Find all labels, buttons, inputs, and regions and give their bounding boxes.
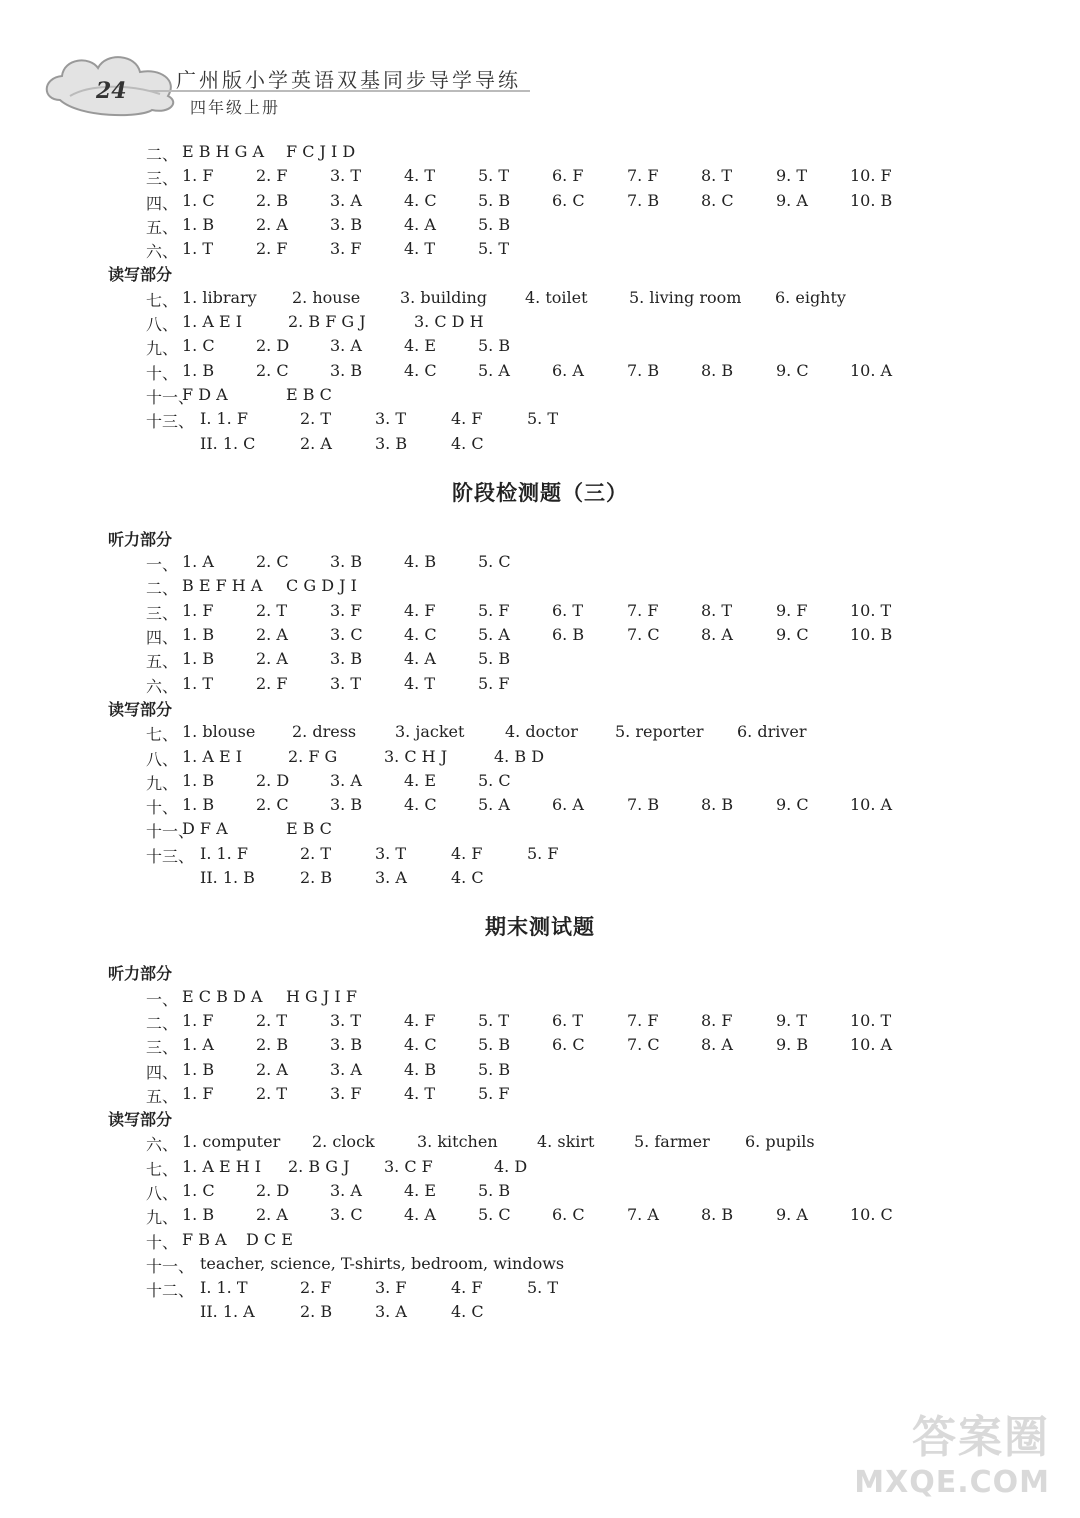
answer-item: 1. B	[182, 1205, 215, 1225]
answer-item: 2. B	[300, 868, 333, 888]
question-number: 九、	[146, 773, 179, 793]
answer-item: 9. C	[776, 360, 809, 380]
question-number: 三、	[146, 603, 179, 623]
answer-item: 3. jacket	[395, 722, 465, 742]
answer-item: II. 1. A	[200, 1302, 255, 1322]
answer-item: 5. B	[478, 1035, 511, 1055]
answer-item: 3. C D H	[414, 312, 484, 332]
answer-item: 5. C	[478, 770, 511, 790]
answer-row	[0, 747, 1080, 771]
answer-row	[0, 434, 1080, 458]
answer-item: 5. B	[478, 190, 511, 210]
answer-item: 2. F	[256, 239, 288, 259]
answer-item: 5. B	[478, 1059, 511, 1079]
answer-item: 1. B	[182, 649, 215, 669]
question-number: 八、	[146, 1183, 179, 1203]
answer-item: 4. C	[451, 868, 484, 888]
answer-item: 6. B	[552, 625, 585, 645]
answer-item: 10. A	[850, 795, 893, 815]
answer-item: 3. T	[330, 673, 362, 693]
section-label: 读写部分	[108, 265, 173, 285]
question-number: 八、	[146, 749, 179, 769]
answer-row	[0, 1035, 1080, 1059]
answer-row	[0, 844, 1080, 868]
answer-item: 6. F	[552, 166, 584, 186]
answer-item: 2. T	[300, 409, 332, 429]
answer-item: 4. T	[404, 239, 436, 259]
answer-item: 10. T	[850, 1010, 892, 1030]
answer-item: 9. A	[776, 1205, 808, 1225]
answer-item: 10. A	[850, 1035, 893, 1055]
question-number: 七、	[146, 1159, 179, 1179]
answer-item: 2. F G	[288, 746, 338, 766]
answer-item: 5. B	[478, 1180, 511, 1200]
answer-item: 9. C	[776, 795, 809, 815]
answer-row	[0, 601, 1080, 625]
question-number: 十、	[146, 1232, 179, 1252]
question-number: 十一、	[146, 1256, 195, 1276]
answer-item: 2. T	[300, 843, 332, 863]
answer-row	[0, 239, 1080, 263]
answer-item: 6. C	[552, 1035, 585, 1055]
question-number: 七、	[146, 290, 179, 310]
answer-item: 4. E	[404, 336, 437, 356]
answer-item: F C J I D	[286, 142, 356, 161]
answer-item: E B H G A	[182, 142, 265, 161]
answer-item: 8. A	[701, 625, 733, 645]
answer-item: 5. F	[478, 1083, 510, 1103]
answer-item: 2. B	[256, 190, 289, 210]
answer-item: F D A	[182, 384, 228, 404]
test-heading: 阶段检测题（三）	[452, 480, 628, 505]
answer-item: 3. A	[375, 1302, 407, 1322]
answer-item: 10. T	[850, 600, 892, 620]
answer-item: 5. T	[478, 166, 510, 186]
answer-row	[0, 1230, 1080, 1254]
answer-item: 8. F	[701, 1010, 733, 1030]
answer-item: 8. B	[701, 1205, 734, 1225]
answer-item: 3. B	[375, 433, 408, 453]
answer-row	[0, 142, 1080, 166]
answer-item: 2. D	[256, 336, 290, 356]
answer-row	[0, 1302, 1080, 1326]
answer-item: 1. C	[182, 1180, 215, 1200]
answer-row	[0, 868, 1080, 892]
answer-item: 5. reporter	[615, 722, 704, 742]
answer-item: 7. F	[627, 166, 659, 186]
answer-item: 2. B	[300, 1302, 333, 1322]
answer-item: 1. C	[182, 190, 215, 210]
answer-item: H G J I F	[286, 986, 357, 1006]
answer-item: 3. B	[330, 360, 363, 380]
answer-item: 6. A	[552, 795, 584, 815]
answer-item: 10. B	[850, 190, 893, 210]
answer-item: 6. eighty	[775, 287, 846, 307]
answer-item: 6. A	[552, 360, 584, 380]
answer-item: 7. F	[627, 1010, 659, 1030]
question-number: 二、	[146, 579, 179, 599]
answer-item: 3. A	[330, 770, 362, 790]
answer-item: 4. C	[404, 795, 437, 815]
answer-item: 4. E	[404, 770, 437, 790]
answer-item: 5. A	[478, 625, 510, 645]
answer-item: 2. A	[256, 1059, 288, 1079]
answer-item: 3. F	[375, 1278, 407, 1298]
answer-row	[0, 674, 1080, 698]
answer-item: 3. T	[375, 409, 407, 429]
answer-item: 5. T	[478, 239, 510, 259]
answer-item: 1. A E I	[182, 312, 243, 332]
answer-item: 4. skirt	[537, 1132, 595, 1152]
answer-item: 2. F	[256, 166, 288, 186]
answer-item: 6. C	[552, 190, 585, 210]
answer-item: 5. A	[478, 795, 510, 815]
answer-item: 10. C	[850, 1205, 893, 1225]
answer-item: 5. A	[478, 360, 510, 380]
answer-item: C G D J I	[286, 576, 357, 596]
answer-item: 3. B	[330, 214, 363, 234]
answer-item: 2. B F G J	[288, 312, 366, 332]
answer-item: 3. A	[375, 868, 407, 888]
answer-item: E B C	[286, 819, 332, 839]
answer-item: 9. T	[776, 166, 808, 186]
answer-item: 5. T	[478, 1010, 510, 1030]
answer-row	[0, 625, 1080, 649]
answer-item: 2. D	[256, 770, 290, 790]
answer-item: 2. F	[300, 1278, 332, 1298]
answer-item: 1. F	[182, 166, 214, 186]
question-number: 十一、	[146, 387, 195, 407]
answer-row	[0, 1157, 1080, 1181]
answer-row	[0, 336, 1080, 360]
question-number: 三、	[146, 1038, 179, 1058]
answer-item: 8. A	[701, 1035, 733, 1055]
answer-item: 8. B	[701, 360, 734, 380]
answer-item: 4. T	[404, 1083, 436, 1103]
question-number: 十三、	[146, 412, 195, 432]
answer-item: 4. F	[451, 1278, 483, 1298]
question-number: 六、	[146, 676, 179, 696]
answer-row	[0, 1084, 1080, 1108]
answer-item: 7. C	[627, 1035, 660, 1055]
question-number: 四、	[146, 628, 179, 648]
answer-item: 3. C	[330, 625, 363, 645]
question-number: 十三、	[146, 846, 195, 866]
answer-item: 7. B	[627, 190, 660, 210]
answer-item: 7. A	[627, 1205, 659, 1225]
answer-item: 2. A	[256, 649, 288, 669]
answer-item: 8. T	[701, 600, 733, 620]
answer-item: 3. B	[330, 552, 363, 572]
answer-item: 5. F	[478, 600, 510, 620]
question-number: 十二、	[146, 1281, 195, 1301]
answer-item: 3. F	[330, 1083, 362, 1103]
question-number: 十、	[146, 363, 179, 383]
answer-item: 3. kitchen	[417, 1132, 498, 1152]
answer-row	[0, 385, 1080, 409]
answer-item: 7. C	[627, 625, 660, 645]
answer-item: 1. library	[182, 287, 257, 307]
answer-item: 4. C	[404, 360, 437, 380]
answer-item: II. 1. C	[200, 433, 256, 453]
answer-item: 5. B	[478, 336, 511, 356]
answer-item: 6. pupils	[745, 1132, 815, 1152]
answer-item: 9. T	[776, 1010, 808, 1030]
answer-row	[0, 1132, 1080, 1156]
answer-item: I. 1. F	[200, 843, 248, 863]
answer-item: 3. building	[400, 287, 488, 307]
answer-item: 2. B	[256, 1035, 289, 1055]
answer-item: 4. D	[494, 1156, 528, 1176]
answer-row	[0, 1011, 1080, 1035]
question-number: 六、	[146, 1135, 179, 1155]
answer-item: 4. F	[451, 843, 483, 863]
answer-item: 1. blouse	[182, 722, 256, 742]
answer-item: 2. A	[256, 625, 288, 645]
answer-item: 3. F	[330, 600, 362, 620]
answer-item: 3. C	[330, 1205, 363, 1225]
answer-row	[0, 1060, 1080, 1084]
answer-item: I. 1. T	[200, 1278, 248, 1298]
answer-item: 3. T	[330, 166, 362, 186]
answer-item: 5. F	[527, 843, 559, 863]
answer-item: E B C	[286, 384, 332, 404]
answer-item: 2. clock	[312, 1132, 375, 1152]
answer-item: 1. T	[182, 239, 214, 259]
question-number: 九、	[146, 339, 179, 359]
answer-item: 1. B	[182, 360, 215, 380]
answer-row	[0, 1205, 1080, 1229]
answer-item: 3. A	[330, 336, 362, 356]
answer-item: 3. F	[330, 239, 362, 259]
answer-item: 3. B	[330, 649, 363, 669]
answer-item: 5. T	[527, 1278, 559, 1298]
section-label: 读写部分	[108, 699, 173, 719]
question-number: 一、	[146, 555, 179, 575]
watermark-site: MXQE.COM	[854, 1465, 1050, 1500]
answer-row	[0, 1278, 1080, 1302]
answer-item: 4. B D	[494, 746, 545, 766]
answer-item: 6. C	[552, 1205, 585, 1225]
question-number: 五、	[146, 1086, 179, 1106]
answer-row	[0, 649, 1080, 673]
question-number: 五、	[146, 217, 179, 237]
question-number: 六、	[146, 242, 179, 262]
answer-item: 4. B	[404, 552, 437, 572]
answer-row	[0, 552, 1080, 576]
answer-item: 4. A	[404, 1205, 436, 1225]
answer-item: 1. A E I	[182, 746, 243, 766]
book-title: 广州版小学英语双基同步导学导练	[176, 68, 521, 92]
answer-item: 1. C	[182, 336, 215, 356]
answer-item: 2. C	[256, 360, 289, 380]
answer-item: 4. F	[404, 1010, 436, 1030]
answer-item: 1. computer	[182, 1132, 281, 1152]
answer-item: 4. C	[451, 1302, 484, 1322]
answer-item: 4. F	[451, 409, 483, 429]
answer-item: F B A	[182, 1229, 227, 1249]
answer-item: 2. D	[256, 1180, 290, 1200]
answer-item: 8. C	[701, 190, 734, 210]
answer-item: 5. living room	[629, 287, 742, 307]
answer-item: D F A	[182, 819, 228, 839]
answer-item: 5. F	[478, 673, 510, 693]
answer-item: 1. F	[182, 600, 214, 620]
answer-item: 5. C	[478, 552, 511, 572]
answer-item: 2. dress	[292, 722, 357, 742]
answer-item: 7. B	[627, 795, 660, 815]
section-label: 听力部分	[108, 529, 173, 549]
question-number: 十一、	[146, 822, 195, 842]
answer-item: 2. B G J	[288, 1156, 350, 1176]
answer-item: 4. C	[404, 625, 437, 645]
answer-item: B E F H A	[182, 576, 263, 596]
answer-key-content	[0, 142, 1080, 1327]
answer-row	[0, 191, 1080, 215]
test-heading: 期末测试题	[485, 915, 595, 940]
answer-item: 4. T	[404, 673, 436, 693]
question-number: 九、	[146, 1208, 179, 1228]
question-number: 三、	[146, 169, 179, 189]
answer-item: 1. B	[182, 770, 215, 790]
answer-item: 2. A	[256, 214, 288, 234]
page-number: 24	[96, 78, 127, 104]
answer-item: 5. B	[478, 214, 511, 234]
answer-row	[0, 409, 1080, 433]
answer-item: 1. F	[182, 1010, 214, 1030]
answer-item: 4. E	[404, 1180, 437, 1200]
answer-row	[0, 987, 1080, 1011]
answer-item: 5. B	[478, 649, 511, 669]
answer-row	[0, 576, 1080, 600]
question-number: 四、	[146, 193, 179, 213]
answer-item: 4. B	[404, 1059, 437, 1079]
answer-row	[0, 1254, 1080, 1278]
answer-item: 4. C	[451, 433, 484, 453]
question-number: 八、	[146, 315, 179, 335]
question-number: 四、	[146, 1062, 179, 1082]
answer-item: 2. F	[256, 673, 288, 693]
answer-item: 6. T	[552, 1010, 584, 1030]
answer-item: 4. F	[404, 600, 436, 620]
answer-item: 4. doctor	[505, 722, 578, 742]
answer-item: 7. F	[627, 600, 659, 620]
section-label: 听力部分	[108, 964, 173, 984]
answer-item: 10. F	[850, 166, 892, 186]
answer-row	[0, 1181, 1080, 1205]
question-number: 十、	[146, 798, 179, 818]
answer-item: 3. T	[330, 1010, 362, 1030]
answer-item: I. 1. F	[200, 409, 248, 429]
answer-item: 2. A	[256, 1205, 288, 1225]
question-number: 二、	[146, 145, 179, 164]
watermark	[854, 1401, 1050, 1500]
watermark-logo-text: 答案圈	[912, 1412, 1050, 1463]
page-header	[0, 0, 1080, 130]
answer-row	[0, 166, 1080, 190]
answer-item: 1. B	[182, 625, 215, 645]
answer-item: 4. C	[404, 190, 437, 210]
answer-item: 10. A	[850, 360, 893, 380]
question-number: 七、	[146, 725, 179, 745]
answer-item: 3. C H J	[384, 746, 448, 766]
answer-item: 6. T	[552, 600, 584, 620]
answer-item: 3. A	[330, 1180, 362, 1200]
answer-row	[0, 288, 1080, 312]
answer-item: 1. B	[182, 795, 215, 815]
answer-item: D C E	[246, 1229, 293, 1249]
answer-item: teacher, science, T-shirts, bedroom, windows	[200, 1253, 565, 1273]
answer-item: 3. B	[330, 1035, 363, 1055]
answer-row	[0, 361, 1080, 385]
section-label: 读写部分	[108, 1110, 173, 1130]
answer-item: II. 1. B	[200, 868, 255, 888]
answer-item: 7. B	[627, 360, 660, 380]
answer-item: 3. C F	[384, 1156, 433, 1176]
answer-item: 1. A	[182, 1035, 214, 1055]
answer-item: 4. C	[404, 1035, 437, 1055]
answer-item: 1. B	[182, 1059, 215, 1079]
answer-item: 3. B	[330, 795, 363, 815]
answer-item: 2. C	[256, 552, 289, 572]
answer-item: 4. A	[404, 649, 436, 669]
answer-item: 4. toilet	[525, 287, 588, 307]
question-number: 二、	[146, 1013, 179, 1033]
answer-item: 10. B	[850, 625, 893, 645]
answer-item: 1. F	[182, 1083, 214, 1103]
answer-item: 5. C	[478, 1205, 511, 1225]
answer-item: 1. A	[182, 552, 214, 572]
answer-item: 2. T	[256, 1083, 288, 1103]
answer-item: 5. T	[527, 409, 559, 429]
answer-item: 2. T	[256, 1010, 288, 1030]
answer-item: 2. T	[256, 600, 288, 620]
answer-item: 1. B	[182, 214, 215, 234]
book-subtitle: 四年级上册	[190, 98, 281, 117]
answer-item: 4. A	[404, 214, 436, 234]
answer-item: E C B D A	[182, 986, 263, 1006]
answer-item: 2. house	[292, 287, 361, 307]
answer-row	[0, 819, 1080, 843]
question-number: 五、	[146, 652, 179, 672]
answer-item: 3. A	[330, 1059, 362, 1079]
answer-item: 3. A	[330, 190, 362, 210]
answer-item: 8. B	[701, 795, 734, 815]
answer-item: 9. B	[776, 1035, 809, 1055]
answer-row	[0, 771, 1080, 795]
answer-item: 3. T	[375, 843, 407, 863]
answer-item: 2. C	[256, 795, 289, 815]
answer-item: 1. T	[182, 673, 214, 693]
answer-row	[0, 312, 1080, 336]
answer-row	[0, 795, 1080, 819]
answer-item: 9. F	[776, 600, 808, 620]
answer-item: 6. driver	[737, 722, 807, 742]
answer-row	[0, 722, 1080, 746]
answer-item: 2. A	[300, 433, 332, 453]
answer-item: 8. T	[701, 166, 733, 186]
answer-item: 5. farmer	[634, 1132, 710, 1152]
answer-item: 1. A E H I	[182, 1156, 262, 1176]
answer-item: 9. A	[776, 190, 808, 210]
answer-item: 9. C	[776, 625, 809, 645]
question-number: 一、	[146, 989, 179, 1009]
answer-row	[0, 215, 1080, 239]
answer-item: 4. T	[404, 166, 436, 186]
